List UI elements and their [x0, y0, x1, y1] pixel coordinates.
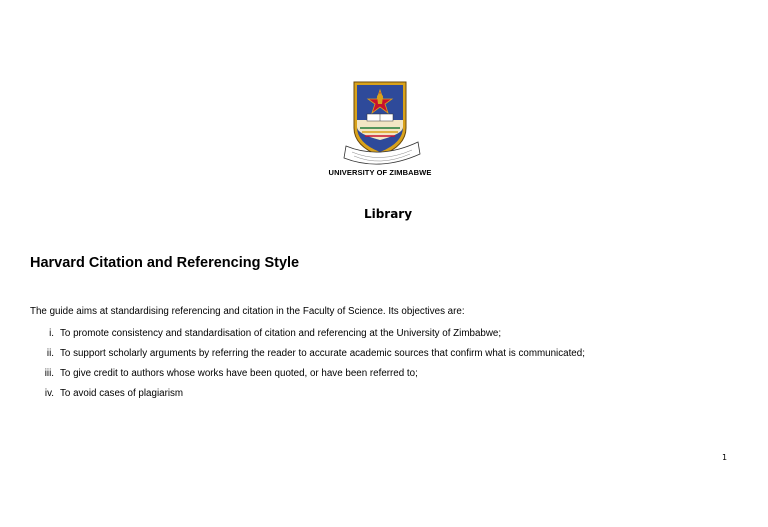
- university-crest-logo: [322, 80, 437, 180]
- list-item-text: To promote consistency and standardisation of citation and referencing at the University of Zimbabwe;: [60, 328, 502, 339]
- list-item-text: To avoid cases of plagiarism: [60, 388, 184, 399]
- list-item: [30, 368, 585, 388]
- objectives-list: [30, 328, 585, 408]
- list-item-number: ii.: [46, 348, 54, 359]
- document-title: Harvard Citation and Referencing Style: [30, 255, 300, 271]
- intro-paragraph: The guide aims at standardising referencing and citation in the Faculty of Science. Its objectives are:: [30, 306, 465, 317]
- list-item-text: To give credit to authors whose works have been quoted, or have been referred to;: [60, 368, 418, 379]
- list-item-number: i.: [49, 328, 54, 339]
- list-item: [30, 348, 585, 368]
- list-item: [30, 328, 585, 348]
- list-item-text: To support scholarly arguments by referring the reader to accurate academic sources that confirm what is communicated;: [60, 348, 585, 359]
- list-item-number: iv.: [44, 388, 54, 399]
- list-item-number: iii.: [44, 368, 54, 379]
- list-item: [30, 388, 585, 408]
- page-number: 1: [722, 453, 728, 462]
- university-name: UNIVERSITY OF ZIMBABWE: [328, 168, 432, 177]
- department-heading: Library: [363, 207, 413, 221]
